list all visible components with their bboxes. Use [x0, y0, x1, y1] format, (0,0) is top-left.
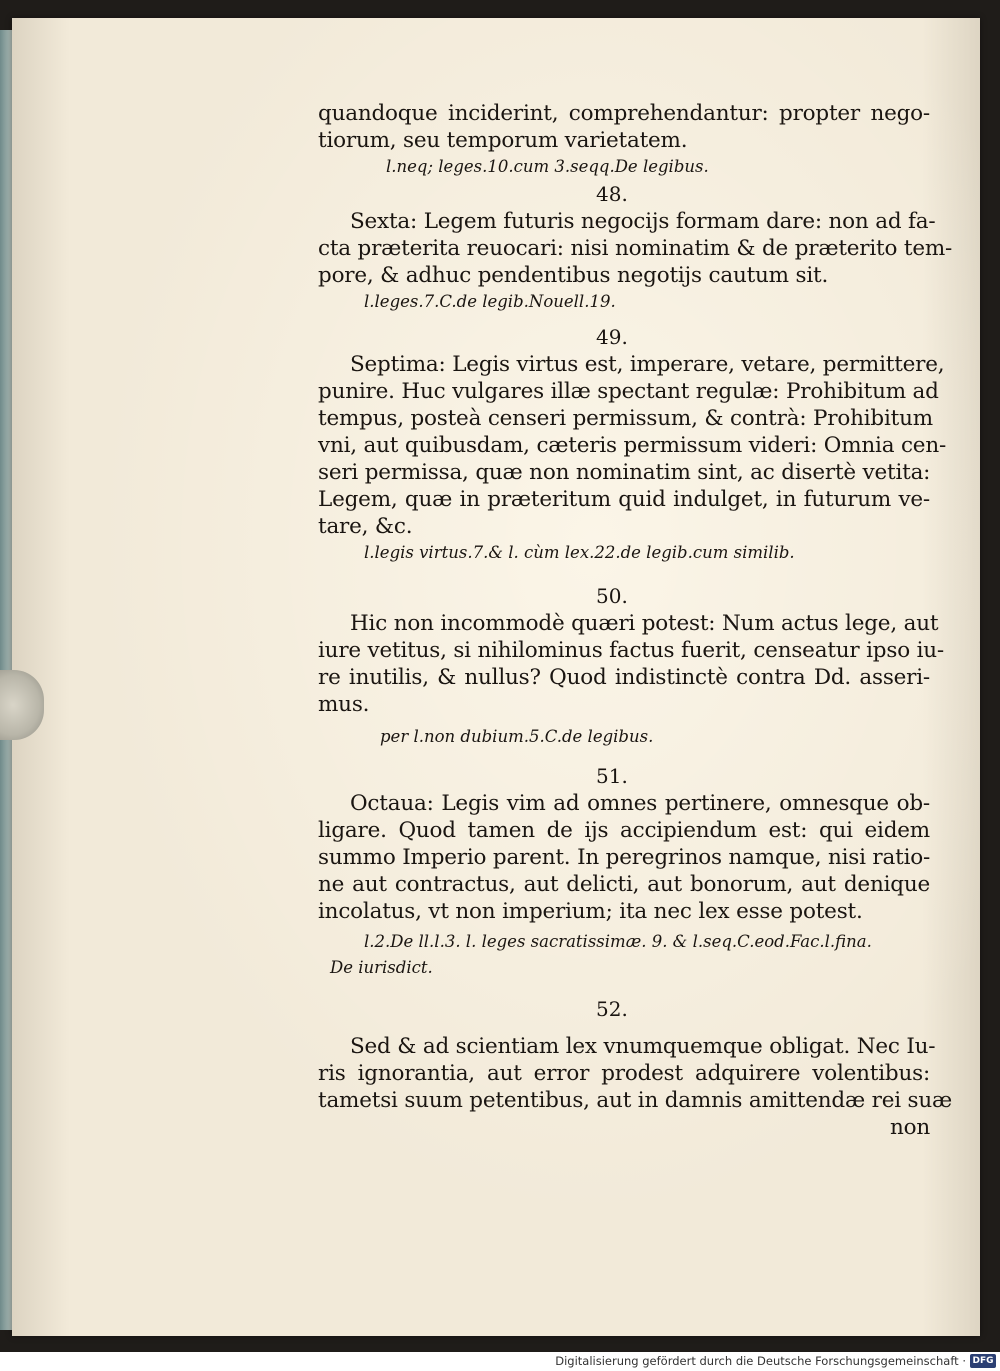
citation: l.legis virtus.7.& l. cùm lex.22.de legib.cum similib.	[364, 543, 795, 562]
citation: l.leges.7.C.de legib.Nouell.19.	[364, 292, 616, 311]
text-line: quandoque inciderint, comprehendantur: propter nego-	[318, 101, 930, 126]
text-line: ne aut contractus, aut delicti, aut bonorum, aut denique	[318, 872, 930, 897]
text-line: Sexta: Legem futuris negocijs formam dare: non ad fa-	[350, 209, 936, 234]
text-line: Hic non incommodè quæri potest: Num actus lege, aut	[350, 611, 939, 636]
text-line: mus.	[318, 692, 370, 717]
text-line: re inutilis, & nullus? Quod indistinctè contra Dd. asseri-	[318, 665, 930, 690]
text-line: Sed & ad scientiam lex vnumquemque obligat. Nec Iu-	[350, 1034, 936, 1059]
dfg-logo: DFG	[970, 1354, 996, 1368]
digitization-credit: Digitalisierung gefördert durch die Deutsche Forschungsgemeinschaft ·	[555, 1354, 966, 1368]
section-number: 49.	[596, 325, 628, 349]
text-line: Septima: Legis virtus est, imperare, vetare, permittere,	[350, 352, 945, 377]
text-line: ligare. Quod tamen de ijs accipiendum est: qui eidem	[318, 818, 930, 843]
citation: De iurisdict.	[330, 958, 433, 977]
catchword: non	[889, 1115, 930, 1140]
text-line: seri permissa, quæ non nominatim sint, ac disertè vetita:	[318, 460, 931, 485]
text-line: iure vetitus, si nihilominus factus fuerit, censeatur ipso iu-	[318, 638, 944, 663]
text-line: tiorum, seu temporum varietatem.	[318, 128, 688, 153]
text-line: tempus, posteà censeri permissum, & contrà: Prohibitum	[318, 406, 933, 431]
text-line: tametsi suum petentibus, aut in damnis amittendæ rei suæ	[318, 1088, 953, 1113]
section-number: 48.	[596, 182, 628, 206]
section-number: 52.	[596, 997, 628, 1021]
text-line: incolatus, vt non imperium; ita nec lex esse potest.	[318, 899, 863, 924]
text-line: ris ignorantia, aut error prodest adquirere volentibus:	[318, 1061, 930, 1086]
text-line: cta præterita reuocari: nisi nominatim & de præterito tem-	[318, 236, 953, 261]
text-line: vni, aut quibusdam, cæteris permissum videri: Omnia cen-	[318, 433, 947, 458]
section-number: 50.	[596, 584, 628, 608]
text-line: punire. Huc vulgares illæ spectant regulæ: Prohibitum ad	[318, 379, 939, 404]
text-line: tare, &c.	[318, 514, 413, 539]
text-line: summo Imperio parent. In peregrinos namque, nisi ratio-	[318, 845, 931, 870]
text-line: Legem, quæ in præteritum quid indulget, in futurum ve-	[318, 487, 930, 512]
text-line: Octaua: Legis vim ad omnes pertinere, omnesque ob-	[350, 791, 930, 816]
citation: l.2.De ll.l.3. l. leges sacratissimæ. 9. & l.seq.C.eod.Fac.l.fina.	[364, 932, 872, 951]
section-number: 51.	[596, 764, 628, 788]
citation: per l.non dubium.5.C.de legibus.	[380, 727, 654, 746]
page-text	[318, 100, 953, 1141]
citation: l.neq; leges.10.cum 3.seqq.De legibus.	[386, 157, 709, 176]
text-line: pore, & adhuc pendentibus negotijs cautum sit.	[318, 263, 829, 288]
